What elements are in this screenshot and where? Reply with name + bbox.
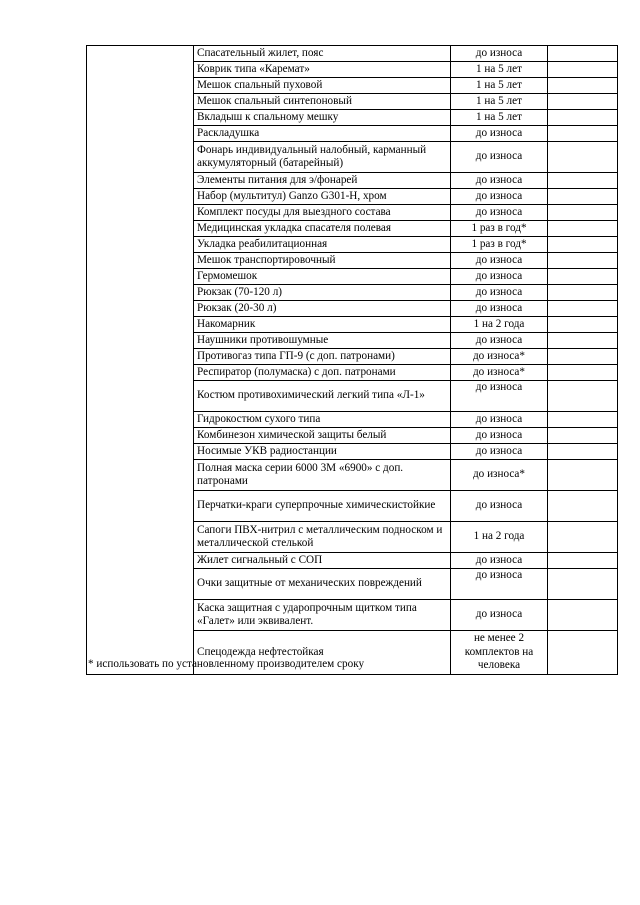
item-name: Сапоги ПВХ-нитрил с металлическим подноском и металлической стелькой: [194, 522, 451, 553]
item-name: Каска защитная с ударопрочным щитком типа «Галет» или эквивалент.: [194, 600, 451, 631]
item-term: 1 на 2 года: [451, 317, 548, 333]
item-note: [548, 553, 618, 569]
item-term: до износа: [451, 428, 548, 444]
item-name: Мешок транспортировочный: [194, 253, 451, 269]
item-note: [548, 631, 618, 675]
item-note: [548, 205, 618, 221]
item-name: Набор (мультитул) Ganzo G301-H, хром: [194, 189, 451, 205]
item-name: Гидрокостюм сухого типа: [194, 412, 451, 428]
item-note: [548, 142, 618, 173]
item-term: до износа*: [451, 460, 548, 491]
item-note: [548, 78, 618, 94]
item-note: [548, 189, 618, 205]
item-name: Фонарь индивидуальный налобный, карманный аккумуляторный (батарейный): [194, 142, 451, 173]
item-note: [548, 285, 618, 301]
item-note: [548, 94, 618, 110]
item-note: [548, 600, 618, 631]
item-note: [548, 569, 618, 600]
item-term: до износа: [451, 269, 548, 285]
item-term: до износа*: [451, 365, 548, 381]
item-note: [548, 444, 618, 460]
item-note: [548, 221, 618, 237]
item-note: [548, 412, 618, 428]
item-name: Наушники противошумные: [194, 333, 451, 349]
item-note: [548, 428, 618, 444]
item-name: Укладка реабилитационная: [194, 237, 451, 253]
item-name: Раскладушка: [194, 126, 451, 142]
item-term: до износа: [451, 444, 548, 460]
item-name: Вкладыш к спальному мешку: [194, 110, 451, 126]
item-name: Противогаз типа ГП-9 (с доп. патронами): [194, 349, 451, 365]
item-term: до износа: [451, 569, 548, 600]
item-note: [548, 317, 618, 333]
item-name: Респиратор (полумаска) с доп. патронами: [194, 365, 451, 381]
equipment-table: [86, 45, 618, 675]
item-name: Накомарник: [194, 317, 451, 333]
item-name: Комплект посуды для выездного состава: [194, 205, 451, 221]
item-term: 1 на 5 лет: [451, 94, 548, 110]
item-term: 1 раз в год*: [451, 221, 548, 237]
item-term: 1 на 5 лет: [451, 78, 548, 94]
item-note: [548, 522, 618, 553]
item-term: до износа: [451, 600, 548, 631]
item-note: [548, 110, 618, 126]
item-term: до износа: [451, 412, 548, 428]
footnote: * использовать по установленному производителем сроку: [88, 658, 365, 670]
item-name: Рюкзак (20-30 л): [194, 301, 451, 317]
item-name: Полная маска серии 6000 3М «6900» с доп. патронами: [194, 460, 451, 491]
item-note: [548, 237, 618, 253]
item-name: Рюкзак (70-120 л): [194, 285, 451, 301]
item-term: до износа: [451, 381, 548, 412]
item-term: 1 на 5 лет: [451, 62, 548, 78]
item-name: Носимые УКВ радиостанции: [194, 444, 451, 460]
item-term: до износа: [451, 126, 548, 142]
table-row: [87, 46, 618, 62]
item-note: [548, 301, 618, 317]
item-name: Очки защитные от механических повреждений: [194, 569, 451, 600]
item-term: до износа: [451, 173, 548, 189]
item-note: [548, 381, 618, 412]
item-note: [548, 349, 618, 365]
item-term: до износа: [451, 491, 548, 522]
item-term: до износа: [451, 333, 548, 349]
item-term: до износа: [451, 46, 548, 62]
merged-index-cell: [87, 46, 194, 675]
item-note: [548, 173, 618, 189]
item-name: Костюм противохимический легкий типа «Л-1»: [194, 381, 451, 412]
item-term: до износа*: [451, 349, 548, 365]
item-term: 1 на 5 лет: [451, 110, 548, 126]
item-term: не менее 2 комплектов на человека: [451, 631, 548, 675]
item-note: [548, 62, 618, 78]
item-note: [548, 126, 618, 142]
item-note: [548, 460, 618, 491]
item-name: Мешок спальный синтепоновый: [194, 94, 451, 110]
item-note: [548, 46, 618, 62]
item-note: [548, 365, 618, 381]
item-name: Элементы питания для э/фонарей: [194, 173, 451, 189]
item-note: [548, 253, 618, 269]
item-name: Коврик типа «Каремат»: [194, 62, 451, 78]
item-term: до износа: [451, 205, 548, 221]
item-name: Спецодежда нефтестойкая: [194, 631, 451, 675]
item-term: 1 на 2 года: [451, 522, 548, 553]
item-term: до износа: [451, 285, 548, 301]
item-note: [548, 491, 618, 522]
item-note: [548, 269, 618, 285]
item-name: Гермомешок: [194, 269, 451, 285]
item-name: Медицинская укладка спасателя полевая: [194, 221, 451, 237]
item-name: Перчатки-краги суперпрочные химическистойкие: [194, 491, 451, 522]
item-name: Жилет сигнальный с СОП: [194, 553, 451, 569]
item-term: до износа: [451, 142, 548, 173]
item-name: Мешок спальный пуховой: [194, 78, 451, 94]
item-term: до износа: [451, 189, 548, 205]
equipment-table-body: [87, 46, 618, 675]
item-term: до износа: [451, 253, 548, 269]
item-name: Спасательный жилет, пояс: [194, 46, 451, 62]
item-name: Комбинезон химической защиты белый: [194, 428, 451, 444]
item-term: до износа: [451, 301, 548, 317]
item-note: [548, 333, 618, 349]
item-term: 1 раз в год*: [451, 237, 548, 253]
item-term: до износа: [451, 553, 548, 569]
